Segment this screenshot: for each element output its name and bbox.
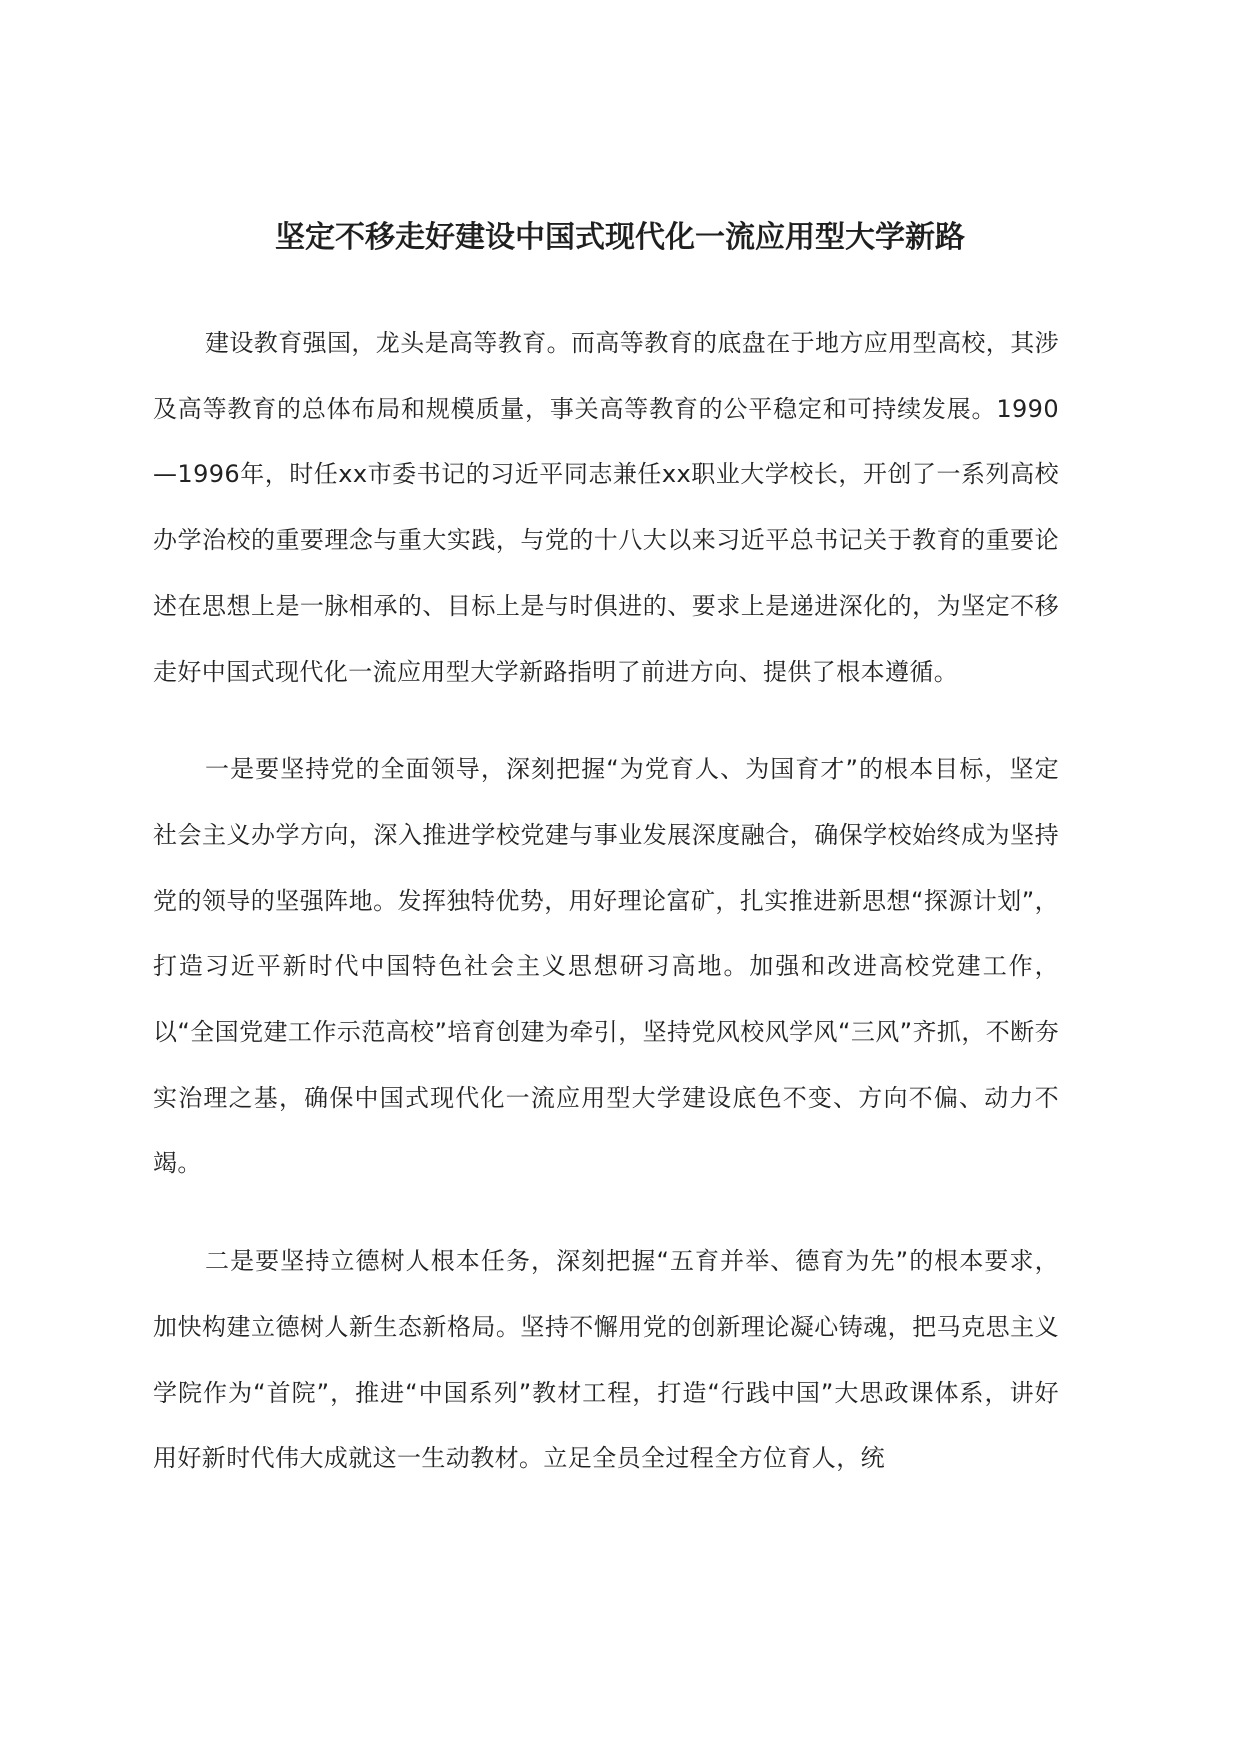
document-body	[153, 311, 1059, 1524]
document-title: 坚定不移走好建设中国式现代化一流应用型大学新路	[275, 220, 965, 255]
paragraph-party-leadership: 一是要坚持党的全面领导，深刻把握“为党育人、为国育才”的根本目标，坚定社会主义办学方向，深入推进学校党建与事业发展深度融合，确保学校始终成为坚持党的领导的坚强阵地。发挥独特优势，用好理论富矿，扎实推进新思想“探源计划”，打造习近平新时代中国特色社会主义思想研习高地。加强和改进高校党建工作，以“全国党建工作示范高校”培育创建为牵引，坚持党风校风学风“三风”齐抓，不断夯实治理之基，确保中国式现代化一流应用型大学建设底色不变、方向不偏、动力不竭。	[153, 755, 1059, 1178]
paragraph-intro: 建设教育强国，龙头是高等教育。而高等教育的底盘在于地方应用型高校，其涉及高等教育的总体布局和规模质量，事关高等教育的公平稳定和可持续发展。1990—1996年，时任xx市委书记的习近平同志兼任xx职业大学校长，开创了一系列高校办学治校的重要理念与重大实践，与党的十八大以来习近平总书记关于教育的重要论述在思想上是一脉相承的、目标上是与时俱进的、要求上是递进深化的，为坚定不移走好中国式现代化一流应用型大学新路指明了前进方向、提供了根本遵循。	[153, 329, 1059, 686]
paragraph-moral-education: 二是要坚持立德树人根本任务，深刻把握“五育并举、德育为先”的根本要求，加快构建立德树人新生态新格局。坚持不懈用党的创新理论凝心铸魂，把马克思主义学院作为“首院”，推进“中国系列”教材工程，打造“行践中国”大思政课体系，讲好用好新时代伟大成就这一生动教材。立足全员全过程全方位育人，统	[153, 1247, 1059, 1473]
